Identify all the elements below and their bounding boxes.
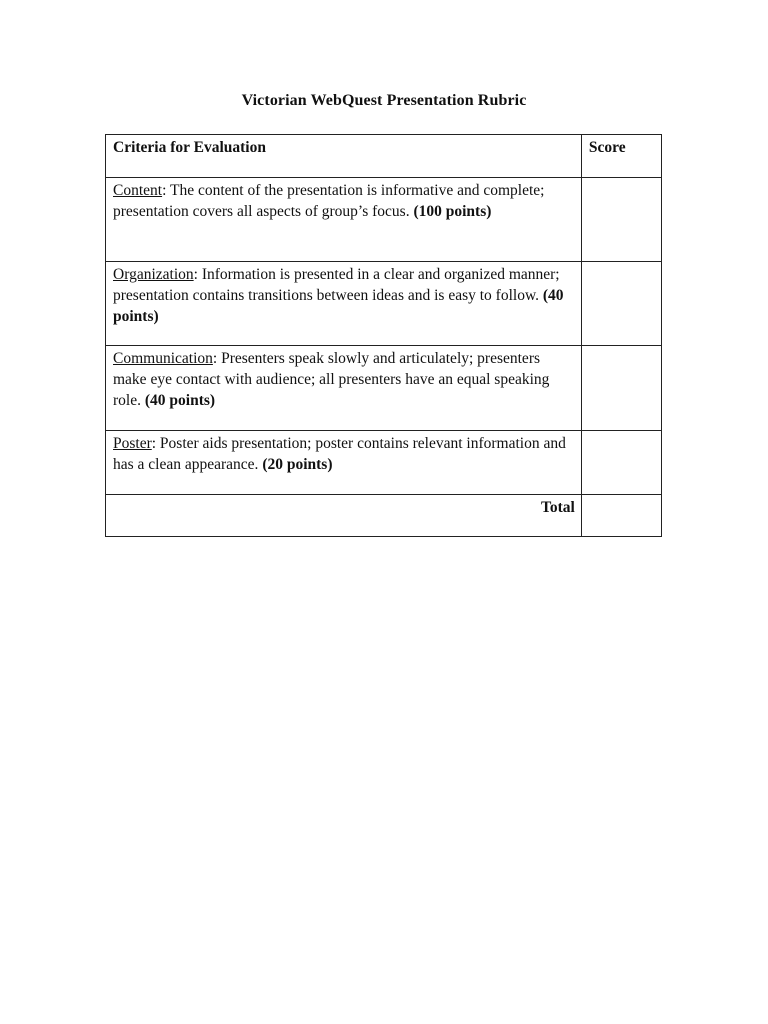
score-cell[interactable] [581,431,661,495]
total-row [106,495,662,537]
criteria-points: (40 points) [144,392,216,409]
criteria-cell [106,431,582,495]
criteria-description: : Poster aids presentation; poster contains relevant information and has a clean appearance. [113,435,566,473]
criteria-points: (40 points) [113,287,564,325]
score-cell[interactable] [581,262,661,346]
table-row [106,262,662,346]
criteria-header: Criteria for Evaluation [106,135,582,178]
criteria-name: Communication [113,350,213,367]
score-cell[interactable] [581,346,661,431]
criteria-description: : The content of the presentation is informative and complete; presentation covers all aspects of group’s focus. [113,182,545,220]
criteria-points: (20 points) [262,456,333,473]
criteria-cell [106,262,582,346]
criteria-description: : Information is presented in a clear and organized manner; presentation contains transitions between ideas and is easy to follow. [113,266,560,304]
table-header-row [106,135,662,178]
table-row [106,431,662,495]
page-title: Victorian WebQuest Presentation Rubric [241,92,527,109]
criteria-name: Organization [113,266,194,283]
criteria-name: Poster [113,435,152,452]
criteria-description: : Presenters speak slowly and articulately; presenters make eye contact with audience; all presenters have an equal speaking role. [113,350,550,409]
criteria-name: Content [113,182,163,199]
criteria-points: (100 points) [413,203,492,220]
total-label: Total [106,495,582,537]
criteria-cell [106,346,582,431]
table-row [106,178,662,262]
total-score-cell[interactable] [581,495,661,537]
score-cell[interactable] [581,178,661,262]
score-header: Score [581,135,661,178]
rubric-table [105,134,662,537]
criteria-cell [106,178,582,262]
table-row [106,346,662,431]
